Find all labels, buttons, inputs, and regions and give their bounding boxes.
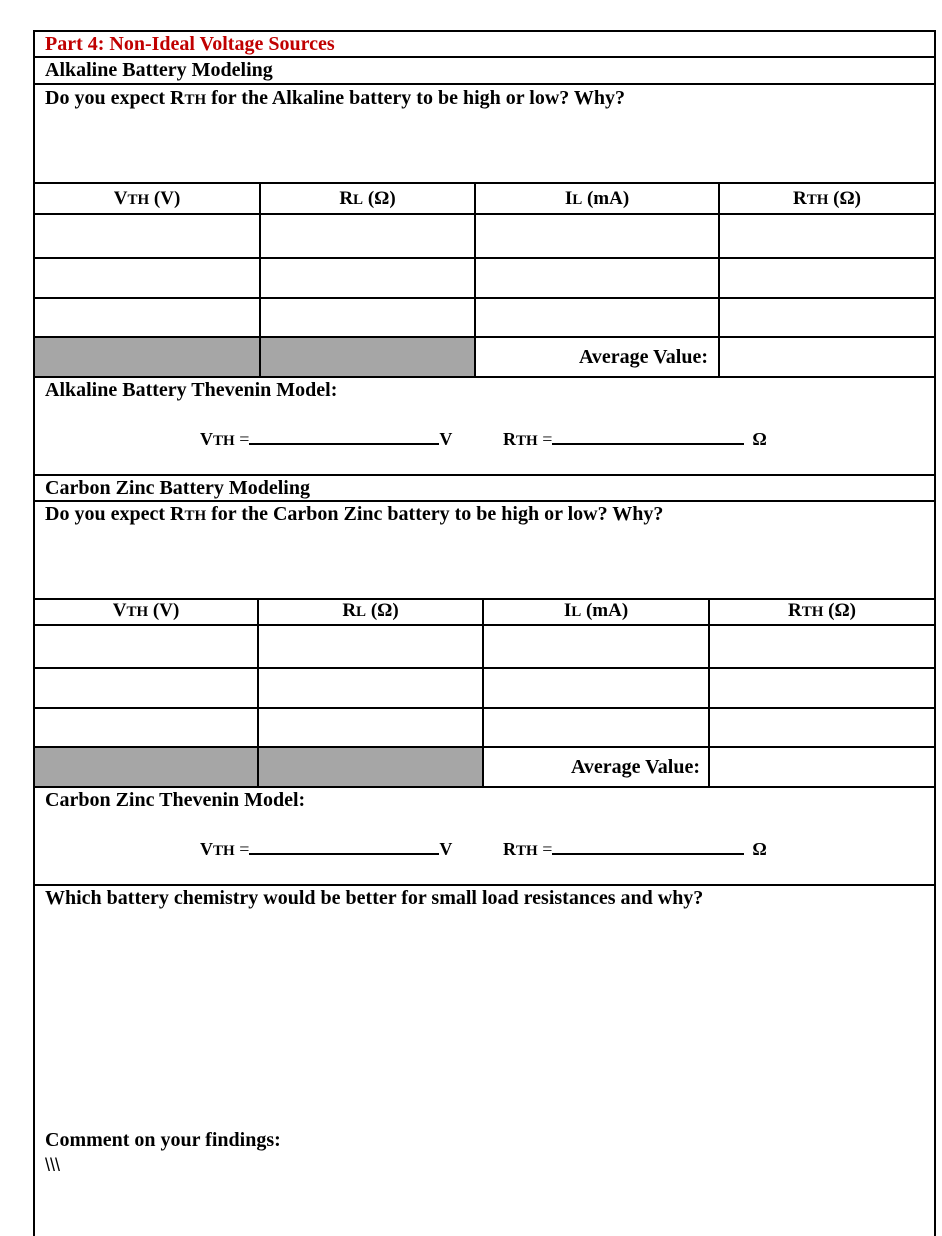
comment-text[interactable]: \\\	[45, 1155, 61, 1175]
table-cell[interactable]	[484, 626, 708, 667]
shaded-cell	[35, 748, 257, 786]
header-rth: RTH (Ω)	[787, 600, 857, 621]
alkaline-section-title: Alkaline Battery Modeling	[45, 59, 273, 81]
table-cell[interactable]	[476, 299, 718, 336]
carbon-question: Do you expect RTH for the Carbon Zinc battery to be high or low? Why?	[45, 503, 664, 525]
table-cell[interactable]	[476, 259, 718, 297]
header-rl: RL (Ω)	[342, 600, 399, 621]
shaded-cell	[259, 748, 482, 786]
table-cell[interactable]	[261, 299, 474, 336]
table-cell[interactable]	[484, 669, 708, 707]
shaded-cell	[35, 338, 259, 376]
table-cell[interactable]	[476, 215, 718, 257]
alkaline-answer-area[interactable]	[35, 110, 934, 182]
table-cell[interactable]	[259, 669, 482, 707]
table-cell[interactable]	[710, 669, 934, 707]
table-cell[interactable]	[710, 626, 934, 667]
carbon-vth-field[interactable]: VTH = V	[200, 839, 453, 859]
header-il: IL (mA)	[564, 188, 630, 209]
header-rl: RL (Ω)	[339, 188, 396, 209]
table-cell[interactable]	[710, 709, 934, 746]
average-value-cell[interactable]	[720, 338, 934, 376]
header-il: IL (mA)	[563, 600, 629, 621]
shaded-cell	[261, 338, 474, 376]
alkaline-model-title: Alkaline Battery Thevenin Model:	[45, 379, 338, 401]
table-cell[interactable]	[261, 215, 474, 257]
header-vth: VTH (V)	[112, 600, 180, 621]
table-cell[interactable]	[720, 259, 934, 297]
table-cell[interactable]	[720, 215, 934, 257]
table-cell[interactable]	[35, 299, 259, 336]
alkaline-vth-field[interactable]: VTH = V	[200, 429, 453, 449]
final-answer-area[interactable]	[35, 912, 934, 1122]
average-value-label: Average Value:	[578, 346, 708, 368]
frame-right-border	[934, 30, 936, 1236]
part-title: Part 4: Non-Ideal Voltage Sources	[45, 33, 335, 55]
alkaline-rth-field[interactable]: RTH = Ω	[503, 429, 767, 449]
table-cell[interactable]	[261, 259, 474, 297]
table-cell[interactable]	[35, 626, 257, 667]
divider	[33, 83, 936, 85]
table-cell[interactable]	[259, 709, 482, 746]
table-cell[interactable]	[35, 259, 259, 297]
header-rth: RTH (Ω)	[792, 188, 862, 209]
average-value-cell[interactable]	[710, 748, 934, 786]
average-value-label: Average Value:	[570, 756, 700, 778]
header-vth: VTH (V)	[113, 188, 181, 209]
carbon-answer-area[interactable]	[35, 527, 934, 598]
carbon-section-title: Carbon Zinc Battery Modeling	[45, 477, 310, 499]
table-cell[interactable]	[484, 709, 708, 746]
carbon-rth-field[interactable]: RTH = Ω	[503, 839, 767, 859]
table-cell[interactable]	[35, 709, 257, 746]
table-cell[interactable]	[35, 669, 257, 707]
final-question: Which battery chemistry would be better for small load resistances and why?	[45, 887, 704, 909]
alkaline-question: Do you expect RTH for the Alkaline battery to be high or low? Why?	[45, 87, 626, 109]
comment-label: Comment on your findings:	[45, 1129, 281, 1151]
carbon-model-title: Carbon Zinc Thevenin Model:	[45, 789, 306, 811]
table-cell[interactable]	[259, 626, 482, 667]
table-cell[interactable]	[35, 215, 259, 257]
table-border	[33, 182, 936, 184]
table-cell[interactable]	[720, 299, 934, 336]
